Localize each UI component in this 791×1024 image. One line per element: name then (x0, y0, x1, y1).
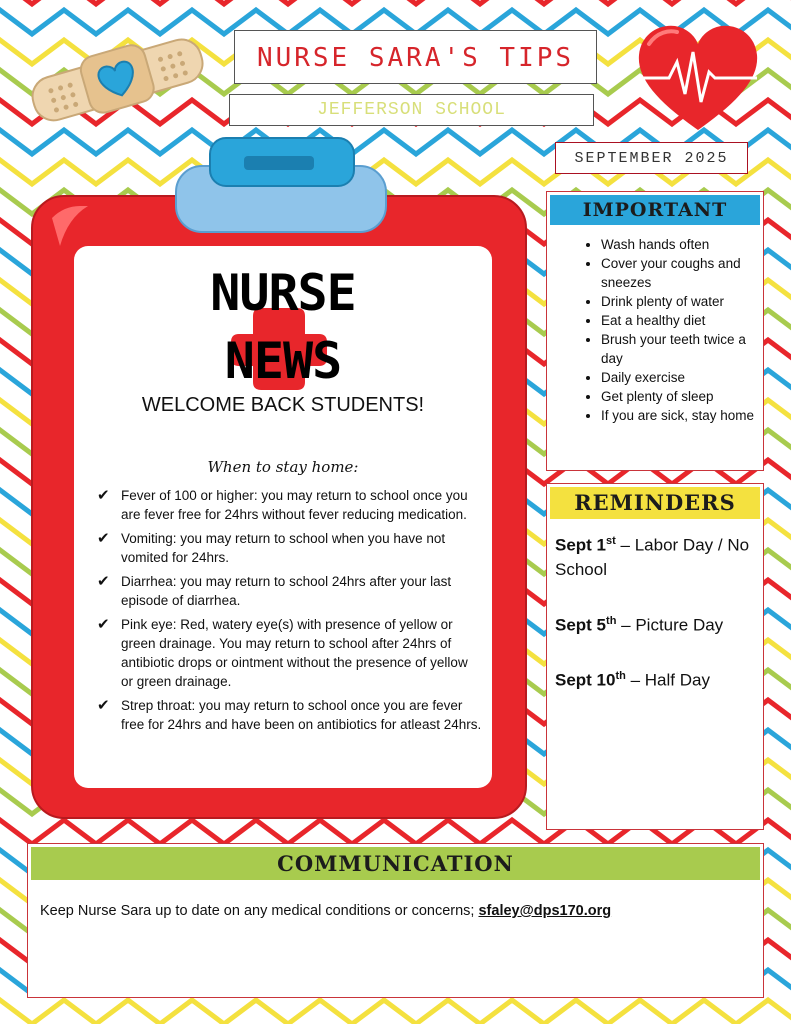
important-panel (546, 191, 764, 471)
stay-home-list (97, 486, 482, 739)
chevron-stripe (0, 1000, 791, 1024)
bandage-icon (22, 28, 212, 128)
list-item: • Daily exercise (601, 368, 763, 387)
communication-panel (27, 843, 764, 998)
list-item: • Get plenty of sleep (601, 387, 763, 406)
important-list (547, 235, 763, 425)
communication-heading: COMMUNICATION (31, 847, 760, 880)
list-item: • Brush your teeth twice a day (601, 330, 763, 368)
reminders-heading: REMINDERS (550, 487, 760, 519)
checkmark-icon: ✔ (97, 616, 110, 633)
checkmark-icon: ✔ (97, 697, 110, 714)
clipboard-content (75, 246, 491, 786)
list-item: • Wash hands often (601, 235, 763, 254)
communication-text: Keep Nurse Sara up to date on any medical conditions or concerns; sfaley@dps170.org (40, 903, 612, 919)
heartbeat-heart-icon (635, 22, 761, 134)
checkmark-icon: ✔ (97, 530, 110, 547)
important-heading: IMPORTANT (550, 195, 760, 225)
reminder-item: Sept 5th – Picture Day (555, 614, 724, 635)
chevron-stripe (0, 0, 791, 4)
list-item: • Cover your coughs and sneezes (601, 254, 763, 292)
headline-news: NEWS (224, 332, 342, 390)
list-item: ✔ Diarrhea: you may return to school 24hrs after your last episode of diarrhea. (97, 573, 452, 608)
checkmark-icon: ✔ (97, 487, 110, 504)
checkmark-icon: ✔ (97, 573, 110, 590)
reminder-item: Sept 10th – Half Day (555, 670, 710, 690)
list-item: ✔ Fever of 100 or higher: you may return to school once you are fever free for 24hrs without fever reducing medication. (97, 487, 468, 522)
list-item: ✔ Vomiting: you may return to school when you have not vomited for 24hrs. (97, 530, 446, 565)
headline-nurse: NURSE (210, 264, 356, 322)
list-item: • If you are sick, stay home (601, 406, 763, 425)
list-item: • Eat a healthy diet (601, 311, 763, 330)
list-item: ✔ Strep throat: you may return to school once you are fever free for 24hrs and have been on antibiotics for atleast 24hrs. (97, 697, 482, 732)
email-link[interactable]: sfaley@dps170.org (478, 903, 612, 919)
issue-date: SEPTEMBER 2025 (555, 142, 748, 174)
list-item: ✔ Pink eye: Red, watery eye(s) with presence of yellow or green drainage. You may return to school after 24hrs of antibiotic drops or ointment without the presence of yellow or green drainage. (97, 616, 468, 689)
list-item: • Drink plenty of water (601, 292, 763, 311)
reminders-panel (546, 483, 764, 830)
newsletter-title: NURSE SARA'S TIPS (234, 30, 597, 84)
reminder-item: Sept 1st – Labor Day / No School (555, 535, 750, 579)
school-name: JEFFERSON SCHOOL (229, 94, 594, 126)
welcome-text: WELCOME BACK STUDENTS! (141, 394, 425, 416)
stay-home-heading: When to stay home: (207, 458, 359, 476)
